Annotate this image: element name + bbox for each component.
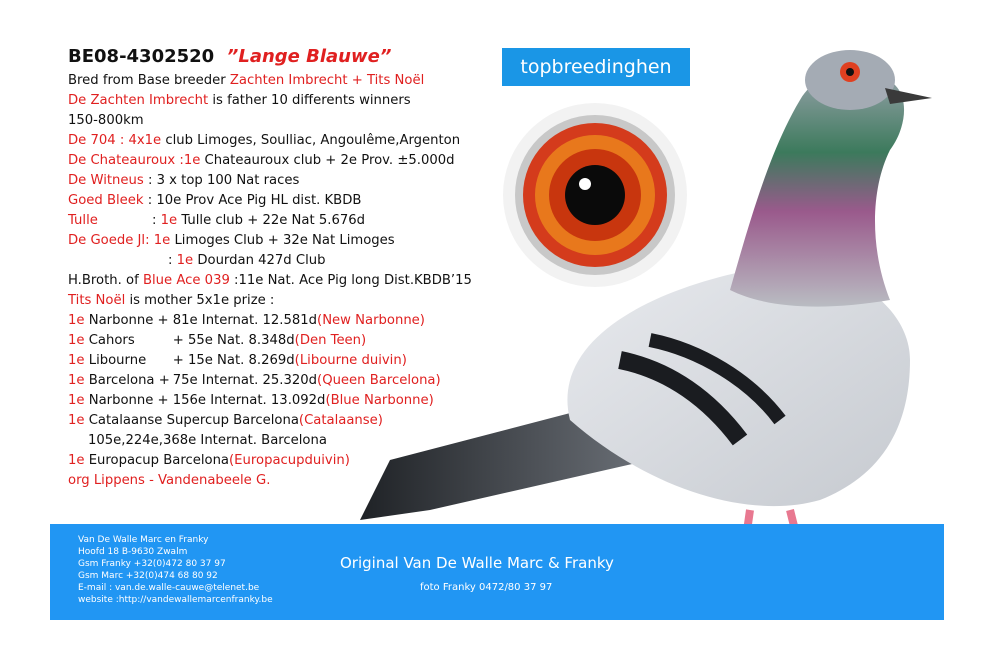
info-line: Bred from Base breeder Zachten Imbrecht + Tits Noël [68,73,425,88]
contact-block [78,534,273,606]
website-line: website :http://vandewallemarcenfranky.be [78,595,273,605]
info-line: : 1e Dourdan 427d Club [168,253,326,268]
info-line: Tits Noël is mother 5x1e prize : [68,293,275,308]
prize-line: 1e Barcelona +75e Internat. 25.320d(Queen Barcelona) [68,373,441,388]
info-line: Tulle : 1e Tulle club + 22e Nat 5.676d [68,213,365,228]
info-line: 150-800km [68,113,144,128]
contact-line: Van De Walle Marc en Franky [78,535,209,545]
prize-line: 105e,224e,368e Internat. Barcelona [88,433,327,448]
prize-line: 1e Europacup Barcelona(Europacupduivin) [68,453,350,468]
page-title [68,46,538,67]
pigeon-name: ”Lange Blauwe” [226,46,392,67]
contact-line: Hoofd 18 B-9630 Zwalm [78,547,188,557]
prize-line: 1e Narbonne + 156e Internat. 13.092d(Blue Narbonne) [68,393,434,408]
prize-line: 1e Narbonne +81e Internat. 12.581d(New Narbonne) [68,313,425,328]
original-credit: Original Van De Walle Marc & Franky [340,554,614,572]
contact-line: Gsm Franky +32(0)472 80 37 97 [78,559,226,569]
pedigree-text [68,46,538,491]
email-line: E-mail : van.de.walle-cauwe@telenet.be [78,583,260,593]
info-line: De Chateauroux :1e Chateauroux club + 2e Prov. ±5.000d [68,153,455,168]
topbreedinghen-badge: topbreedinghen [502,48,690,86]
prize-line: 1e Libourne + 15e Nat. 8.269d(Libourne duivin) [68,353,407,368]
ring-number: BE08-4302520 [68,46,215,67]
info-line: De Zachten Imbrecht is father 10 differents winners [68,93,411,108]
info-line: H.Broth. of Blue Ace 039 :11e Nat. Ace Pig long Dist.KBDB’15 [68,273,472,288]
contact-line: Gsm Marc +32(0)474 68 80 92 [78,571,218,581]
info-line: De Goede Jl: 1e Limoges Club + 32e Nat Limoges [68,233,395,248]
info-line: De Witneus : 3 x top 100 Nat races [68,173,300,188]
info-line: De 704 : 4x1e club Limoges, Soulliac, Angoulême,Argenton [68,133,461,148]
info-line: Goed Bleek : 10e Prov Ace Pig HL dist. KBDB [68,193,362,208]
prize-line: 1e Cahors + 55e Nat. 8.348d(Den Teen) [68,333,367,348]
photo-credit: foto Franky 0472/80 37 97 [420,582,553,593]
prize-line: 1e Catalaanse Supercup Barcelona(Catalaanse) [68,413,383,428]
origin-line: org Lippens - Vandenabeele G. [68,473,271,488]
